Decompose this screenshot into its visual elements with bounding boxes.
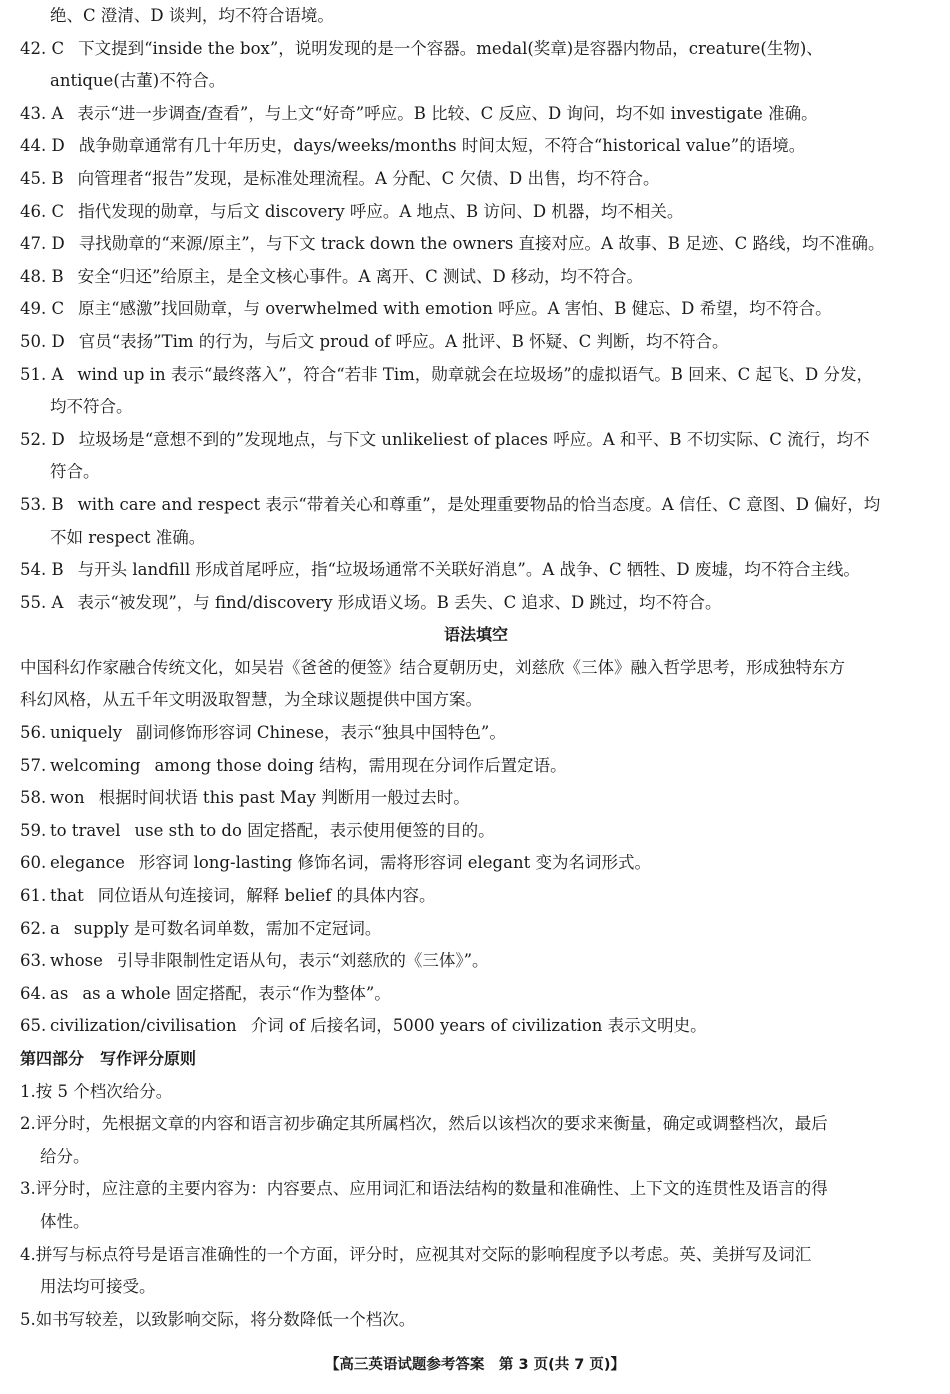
rule-text: 评分时，应注意的主要内容为：内容要点、应用词汇和语法结构的数量和准确性、上下文的连贯性及语言的得 [35, 1179, 828, 1199]
item-answer: won [50, 788, 85, 808]
answer-line [20, 261, 932, 294]
answer-text: 寻找勋章的“来源/原主”，与下文 track down the owners 直接对应。A 故事、B 足迹、C 路线，均不准确。 [78, 234, 885, 254]
rule-line [20, 1173, 932, 1206]
item-answer: as [50, 983, 69, 1003]
answer-number: 49. C [20, 299, 65, 319]
item-answer: whose [50, 951, 103, 971]
answer-text: 不如 respect 准确。 [50, 527, 206, 547]
item-number: 62. [20, 918, 47, 938]
answer-text: 战争勋章通常有几十年历史，days/weeks/months 时间太短，不符合“historical value”的语境。 [78, 136, 806, 156]
item-answer: a [50, 918, 60, 938]
answer-line [20, 65, 932, 98]
answer-text: 绝、C 澄清、D 谈判，均不符合语境。 [50, 6, 334, 25]
answer-number: 54. B [20, 560, 64, 580]
item-note: use sth to do 固定搭配，表示使用便签的目的。 [134, 820, 495, 840]
grammar-item [20, 1010, 932, 1043]
answer-text: 官员“表扬”Tim 的行为，与后文 proud of 呼应。A 批评、B 怀疑、C 判断，均不符合。 [78, 331, 729, 351]
answer-number: 46. C [20, 201, 65, 221]
item-number: 59. [20, 820, 47, 840]
grammar-section [20, 619, 932, 1043]
answer-line [20, 326, 932, 359]
answer-line [20, 522, 932, 555]
rule-text: 体性。 [40, 1211, 90, 1231]
item-note: 介词 of 后接名词，5000 years of civilization 表示文明史。 [250, 1016, 707, 1036]
section-heading: 第四部分 写作评分原则 [20, 1049, 197, 1068]
grammar-intro-line: 科幻风格，从五千年文明汲取智慧，为全球议题提供中国方案。 [20, 690, 482, 710]
rule-line [20, 1076, 932, 1109]
grammar-item [20, 815, 932, 848]
item-number: 64. [20, 983, 47, 1003]
answer-line [20, 33, 932, 66]
item-number: 57. [20, 755, 47, 775]
rule-text: 评分时，先根据文章的内容和语言初步确定其所属档次，然后以该档次的要求来衡量，确定或调整档次，最后 [35, 1114, 828, 1134]
item-note: 同位语从句连接词，解释 belief 的具体内容。 [97, 886, 436, 906]
answer-text: 原主“感激”找回勋章，与 overwhelmed with emotion 呼应。A 害怕、B 健忘、D 希望，均不符合。 [78, 299, 832, 319]
answer-text: 向管理者“报告”发现，是标准处理流程。A 分配、C 欠债、D 出售，均不符合。 [77, 168, 660, 188]
answer-number: 43. A [20, 103, 64, 123]
answer-number: 45. B [20, 168, 64, 188]
rule-number: 5. [20, 1309, 36, 1329]
rule-text: 用法均可接受。 [40, 1277, 156, 1297]
item-number: 56. [20, 723, 47, 743]
answer-text: 指代发现的勋章，与后文 discovery 呼应。A 地点、B 访问、D 机器，均不相关。 [78, 201, 684, 221]
grammar-item [20, 782, 932, 815]
item-number: 65. [20, 1016, 47, 1036]
item-answer: welcoming [50, 755, 141, 775]
answer-text: antique(古董)不符合。 [50, 71, 226, 91]
answer-text: 垃圾场是“意想不到的”发现地点，与下文 unlikeliest of places 呼应。A 和平、B 不切实际、C 流行，均不 [78, 429, 870, 449]
answer-line [20, 554, 932, 587]
item-note: as a whole 固定搭配，表示“作为整体”。 [82, 983, 391, 1003]
answer-line [20, 456, 932, 489]
cloze-answers [20, 0, 932, 619]
rule-line [20, 1271, 932, 1304]
rule-line [20, 1304, 932, 1337]
answer-line [20, 359, 932, 392]
rule-line [20, 1141, 932, 1174]
item-answer: civilization/civilisation [50, 1016, 237, 1036]
grammar-item [20, 913, 932, 946]
answer-number: 44. D [20, 136, 65, 156]
answer-line [20, 0, 932, 33]
answer-line [20, 98, 932, 131]
item-note: among those doing 结构，需用现在分词作后置定语。 [154, 755, 567, 775]
answer-text: with care and respect 表示“带着关心和尊重”，是处理重要物品的恰当态度。A 信任、C 意图、D 偏好，均 [77, 494, 881, 514]
rule-text: 给分。 [40, 1146, 90, 1166]
answer-text: 均不符合。 [50, 397, 133, 417]
answer-line [20, 163, 932, 196]
rule-line [20, 1206, 932, 1239]
answer-line [20, 228, 932, 261]
answer-text: wind up in 表示“最终落入”，符合“若非 Tim，勋章就会在垃圾场”的虚拟语气。B 回来、C 起飞、D 分发， [77, 364, 873, 384]
rule-line [20, 1108, 932, 1141]
item-answer: elegance [50, 853, 125, 873]
item-note: 根据时间状语 this past May 判断用一般过去时。 [98, 788, 470, 808]
grammar-item [20, 847, 932, 880]
answer-text: 表示“被发现”，与 find/discovery 形成语义场。B 丢失、C 追求、D 跳过，均不符合。 [77, 592, 722, 612]
item-answer: that [50, 886, 84, 906]
answer-number: 47. D [20, 234, 65, 254]
answer-number: 50. D [20, 331, 65, 351]
item-note: 引导非限制性定语从句，表示“刘慈欣的《三体》”。 [116, 951, 489, 971]
rule-number: 2. [20, 1114, 36, 1134]
answer-number: 55. A [20, 592, 64, 612]
writing-section [20, 1043, 932, 1336]
answer-number: 52. D [20, 429, 65, 449]
item-number: 63. [20, 951, 47, 971]
grammar-item [20, 880, 932, 913]
item-note: 副词修饰形容词 Chinese，表示“独具中国特色”。 [136, 723, 506, 743]
answer-line [20, 130, 932, 163]
grammar-item [20, 750, 932, 783]
item-note: supply 是可数名词单数，需加不定冠词。 [73, 918, 382, 938]
rule-text: 如书写较差，以致影响交际，将分数降低一个档次。 [35, 1309, 416, 1329]
section-heading: 语法填空 [443, 625, 508, 645]
grammar-intro-line: 中国科幻作家融合传统文化，如吴岩《爸爸的便签》结合夏朝历史，刘慈欣《三体》融入哲学思考，形成独特东方 [20, 657, 845, 677]
item-number: 58. [20, 788, 47, 808]
answer-number: 53. B [20, 494, 64, 514]
item-number: 61. [20, 886, 47, 906]
answer-line [20, 587, 932, 620]
answer-line [20, 196, 932, 229]
rule-number: 3. [20, 1179, 36, 1199]
rule-text: 拼写与标点符号是语言准确性的一个方面，评分时，应视其对交际的影响程度予以考虑。英、美拼写及词汇 [35, 1244, 812, 1264]
answer-text: 与开头 landfill 形成首尾呼应，指“垃圾场通常不关联好消息”。A 战争、C 牺牲、D 废墟，均不符合主线。 [77, 560, 860, 580]
grammar-item [20, 717, 932, 750]
grammar-item [20, 978, 932, 1011]
answer-text: 下文提到“inside the box”，说明发现的是一个容器。medal(奖章)是容器内物品，creature(生物)、 [78, 38, 823, 58]
rule-number: 4. [20, 1244, 36, 1264]
answer-number: 51. A [20, 364, 64, 384]
answer-number: 42. C [20, 38, 65, 58]
answer-line [20, 489, 932, 522]
item-note: 形容词 long-lasting 修饰名词，需将形容词 elegant 变为名词形式。 [138, 853, 651, 873]
item-answer: to travel [50, 820, 121, 840]
answer-line [20, 293, 932, 326]
rule-line [20, 1239, 932, 1272]
page-footer: 【高三英语试题参考答案 第 3 页(共 7 页)】 [324, 1357, 626, 1373]
item-answer: uniquely [50, 723, 123, 743]
answer-text: 表示“进一步调查/查看”，与上文“好奇”呼应。B 比较、C 反应、D 询问，均不如 investigate 准确。 [77, 103, 818, 123]
item-number: 60. [20, 853, 47, 873]
answer-number: 48. B [20, 266, 64, 286]
answer-text: 安全“归还”给原主，是全文核心事件。A 离开、C 测试、D 移动，均不符合。 [77, 266, 643, 286]
rule-text: 按 5 个档次给分。 [35, 1081, 173, 1101]
rule-number: 1. [20, 1081, 36, 1101]
answer-text: 符合。 [50, 462, 100, 482]
answer-line [20, 424, 932, 457]
answer-line [20, 391, 932, 424]
answer-page [20, 0, 932, 1336]
grammar-item [20, 945, 932, 978]
